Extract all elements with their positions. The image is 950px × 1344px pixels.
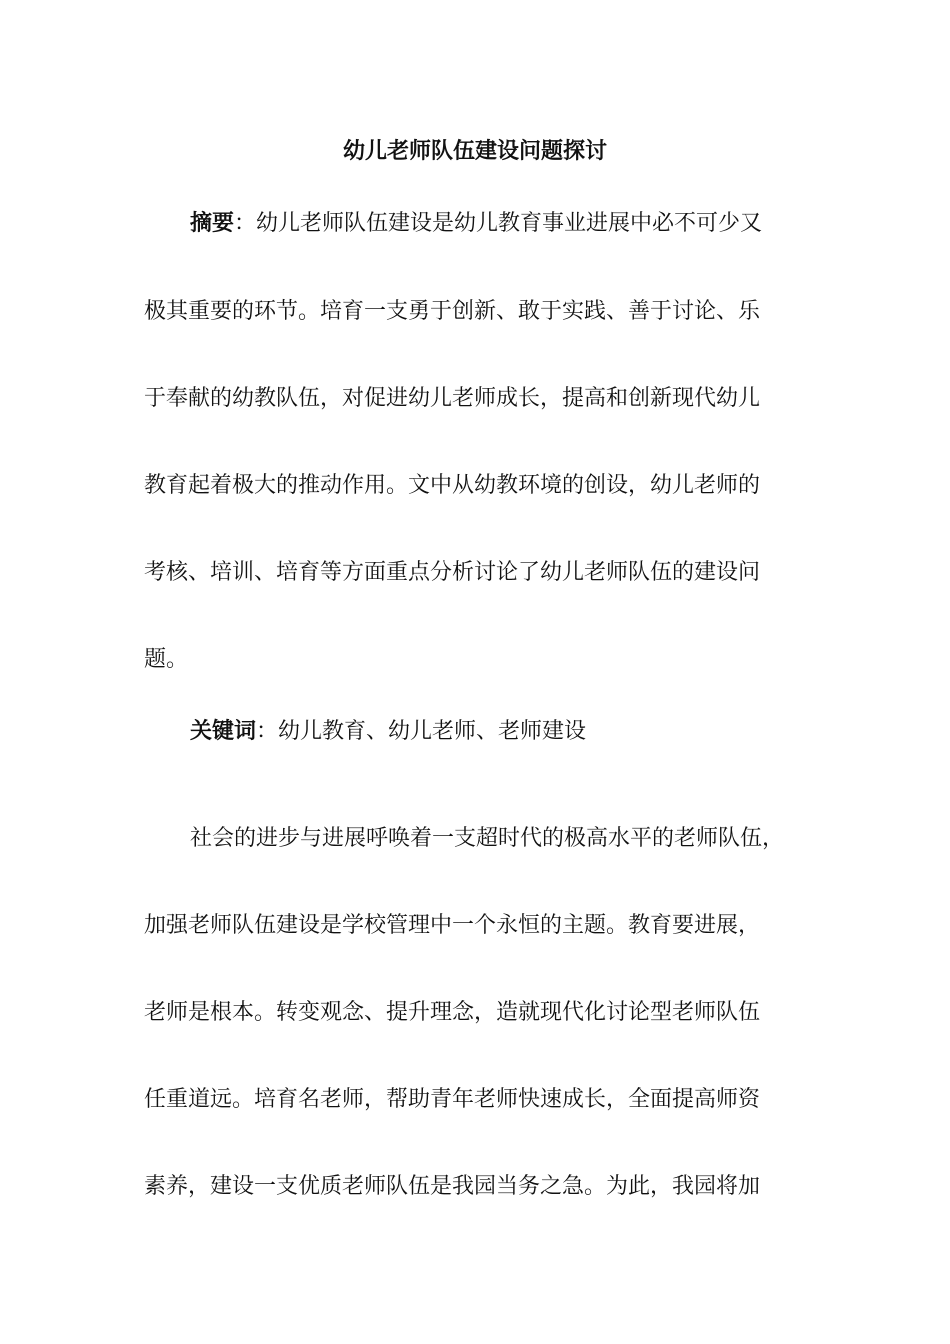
abstract-label: 摘要 bbox=[190, 211, 235, 236]
keywords-label: 关键词 bbox=[190, 719, 257, 744]
keywords-separator: ： bbox=[256, 719, 279, 744]
body-line-4: 任重道远。培育名老师，帮助青年老师快速成长，全面提高师资 bbox=[144, 1087, 761, 1112]
body-line-2: 加强老师队伍建设是学校管理中一个永恒的主题。教育要进展， bbox=[144, 913, 761, 938]
body-line-3: 老师是根本。转变观念、提升理念，造就现代化讨论型老师队伍 bbox=[144, 1000, 761, 1025]
abstract-text-1: 幼儿老师队伍建设是幼儿教育事业进展中必不可少又 bbox=[256, 211, 763, 236]
abstract-line-6: 题。 bbox=[144, 647, 189, 672]
abstract-line-4: 教育起着极大的推动作用。文中从幼教环境的创设，幼儿老师的 bbox=[144, 473, 761, 498]
body-line-5: 素养，建设一支优质老师队伍是我园当务之急。为此，我园将加 bbox=[144, 1174, 761, 1199]
abstract-separator: ： bbox=[234, 211, 257, 236]
body-line-1: 社会的进步与进展呼唤着一支超时代的极高水平的老师队伍， bbox=[190, 826, 785, 851]
document-title: 幼儿老师队伍建设问题探讨 bbox=[342, 139, 607, 164]
keywords-line bbox=[190, 717, 870, 747]
keywords-text: 幼儿教育、幼儿老师、老师建设 bbox=[278, 719, 587, 744]
abstract-line-3: 于奉献的幼教队伍，对促进幼儿老师成长，提高和创新现代幼儿 bbox=[144, 386, 761, 411]
abstract-line-5: 考核、培训、培育等方面重点分析讨论了幼儿老师队伍的建设问 bbox=[144, 560, 761, 585]
abstract-line-1 bbox=[190, 209, 870, 239]
abstract-line-2: 极其重要的环节。培育一支勇于创新、敢于实践、善于讨论、乐 bbox=[144, 299, 761, 324]
